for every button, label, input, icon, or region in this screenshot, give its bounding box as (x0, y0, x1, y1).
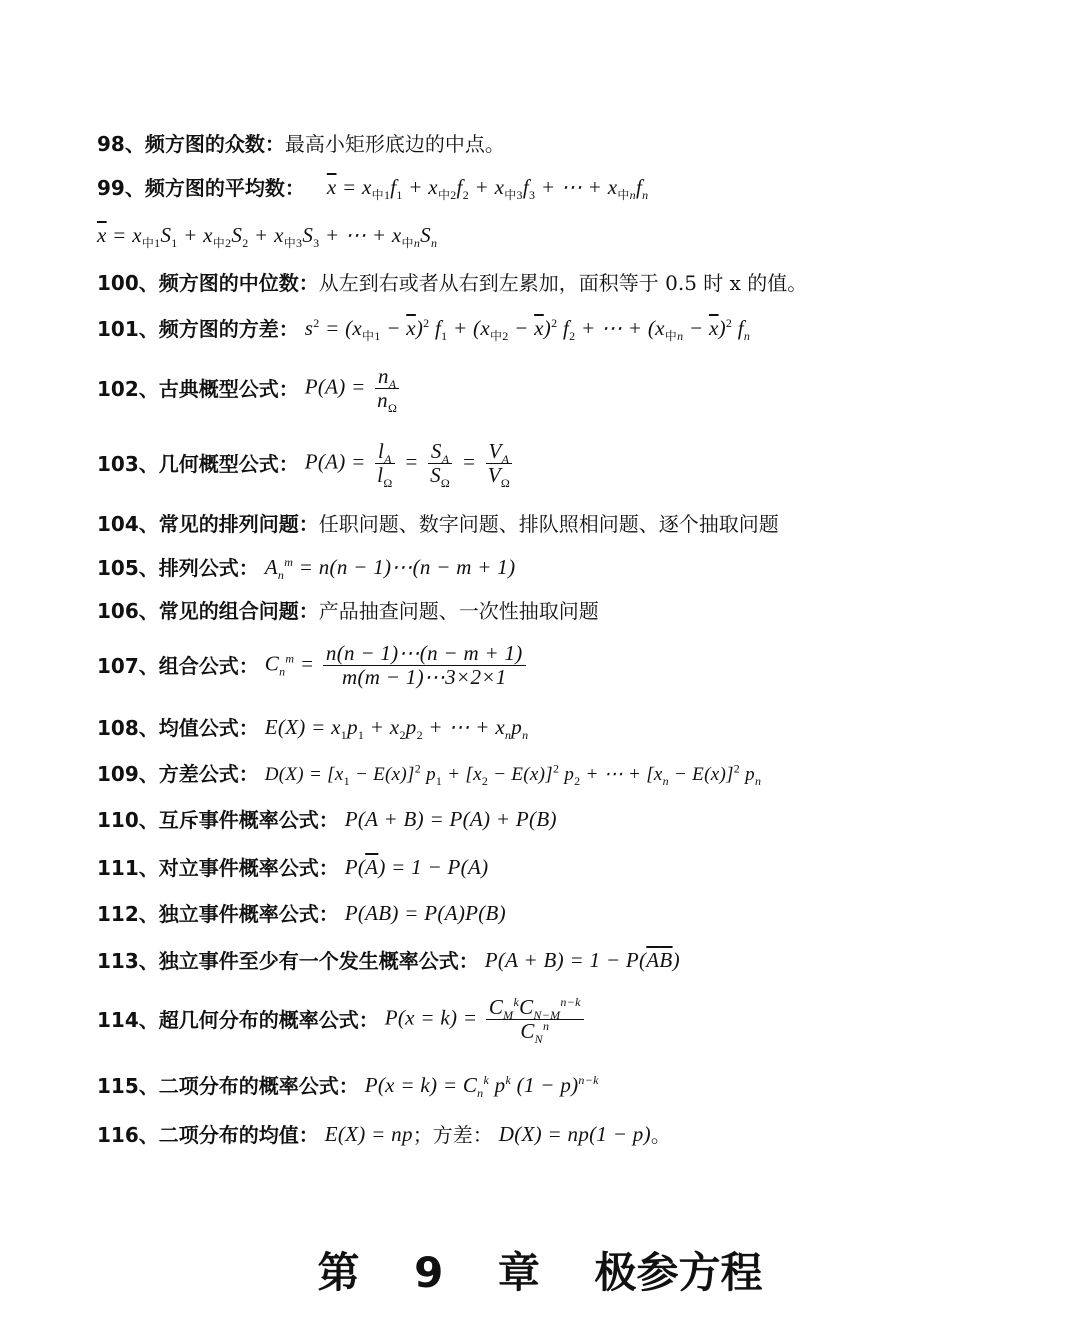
item-label: 116、二项分布的均值： (97, 1122, 319, 1147)
formula-item-113 (97, 950, 680, 971)
formula-item-98 (97, 134, 505, 154)
item-label: 111、对立事件概率公式： (97, 855, 339, 880)
item-label: 114、超几何分布的概率公式： (97, 1007, 379, 1032)
item-label: 110、互斥事件概率公式： (97, 807, 339, 832)
formula-item-99 (97, 175, 649, 203)
formula-item-109 (97, 761, 762, 788)
formula-item-115 (97, 1073, 599, 1101)
item-label: 103、几何概型公式： (97, 451, 299, 476)
chapter-title: 第 9 章 极参方程 (317, 1248, 763, 1297)
formula-binomial: $P(x = k) = C_n^k$ $p^k$ $(1 - p)^{n-k}$ (364, 1073, 599, 1101)
item-text: ；方差： (412, 1122, 493, 1147)
formula-combination: $C_n^m$ = $\frac{n(n - 1)\cdots(n - m + 1)}{m(m - 1)\cdots 3\times 2\times 1}$ (265, 642, 529, 689)
item-label: 106、常见的组合问题： (97, 599, 319, 623)
formula-classical: P(A) = $\frac{n_A}{n_\Omega}$ (305, 365, 403, 412)
formula-item-104 (97, 514, 779, 534)
formula-permutation: $A_n^m = n(n$ − 1)⋯(n − m + 1) (264, 555, 516, 583)
item-label: 107、组合公式： (97, 653, 259, 678)
item-text: 任职问题、数字问题、排队照相问题、逐个抽取问题 (318, 512, 779, 536)
item-label: 113、独立事件至少有一个发生概率公式： (97, 948, 479, 973)
item-text: 从左到右或者从右到左累加，面积等于 0.5 时 x 的值。 (318, 271, 808, 295)
formula-binomial-variance: D(X) = np(1 − p) (498, 1122, 651, 1146)
formula-item-103 (97, 439, 516, 491)
formula-binomial-mean: E(X) = np (324, 1122, 413, 1146)
formula-variance-d: $D(X) = [x_1 - E(x)]^2$ $p_1 + [x_2 - E(x)]^2$ $p_2$ + ⋯ + $[x_n - E(x)]^2$ $p_n$ (264, 761, 762, 788)
item-label: 112、独立事件概率公式： (97, 901, 339, 926)
item-text: 最高小矩形底边的中点。 (284, 132, 505, 156)
item-label: 109、方差公式： (97, 762, 259, 786)
item-label: 104、常见的排列问题： (97, 512, 319, 536)
formula-item-114 (97, 995, 587, 1047)
formula-mean-f: $\overline{x} = x_{中1}f_1 + x_{中2}f_2 + x_{中3}f_3$ + ⋯ + $x_{中n}f_n$ (326, 175, 649, 203)
formula-item-112 (97, 903, 506, 924)
item-text-end: 。 (650, 1122, 671, 1147)
formula-item-101 (97, 316, 751, 344)
formula-item-99-line2 (97, 223, 438, 251)
formula-item-100 (97, 273, 807, 293)
formula-item-108 (97, 715, 529, 743)
item-label: 99、频方图的平均数： (97, 175, 305, 200)
item-label: 115、二项分布的概率公式： (97, 1073, 359, 1098)
formula-mutually-exclusive: P(A + B) = P(A) + P(B) (344, 807, 557, 831)
formula-mean-s: $\overline{x} = x_{中1}S_1 + x_{中2}S_2 + x_{中3}S_3$ + ⋯ + $x_{中n}S_n$ (97, 223, 438, 251)
formula-item-107 (97, 642, 529, 689)
item-label: 101、频方图的方差： (97, 316, 299, 341)
formula-complement: $P(\overline{A}) = 1 - P(A)$ (344, 855, 489, 879)
formula-hypergeometric: P(x = k) = $\frac{C_M^kC_{N-M}^{n-k}}{C_N^n}$ (385, 996, 587, 1043)
formula-item-102 (97, 364, 403, 416)
formula-independent: P(AB) = P(A)P(B) (344, 901, 506, 925)
formula-item-110 (97, 809, 557, 830)
formula-item-105 (97, 555, 516, 583)
formula-variance: $s^2 = (x_{中1} - \overline{x})^2$ $f_1 + (x_{中2} - \overline{x})^2$ $f_2$ + ⋯ + $(x_{中n} - \overline{x})^2$ $f_n$ (304, 316, 751, 344)
item-label: 100、频方图的中位数： (97, 271, 319, 295)
formula-geometric: P(A) = $\frac{l_A}{l_\Omega}$ = $\frac{S_A}{S_\Omega}$ = $\frac{V_A}{V_\Omega}$ (305, 440, 516, 487)
formula-item-116 (97, 1124, 671, 1145)
item-text: 产品抽查问题、一次性抽取问题 (318, 599, 599, 623)
item-label: 102、古典概型公式： (97, 376, 299, 401)
item-label: 105、排列公式： (97, 555, 259, 580)
formula-item-106 (97, 601, 599, 621)
formula-item-111 (97, 857, 488, 878)
item-label: 108、均值公式： (97, 715, 259, 740)
formula-expectation: $E(X) = x_1p_1 + x_2p_2$ + ⋯ + $x_np_n$ (264, 715, 529, 743)
item-label: 98、频方图的众数： (97, 132, 285, 156)
formula-at-least-one: $P(A + B) = 1 - P(\overline{A}\overline{B})$ (484, 948, 680, 972)
